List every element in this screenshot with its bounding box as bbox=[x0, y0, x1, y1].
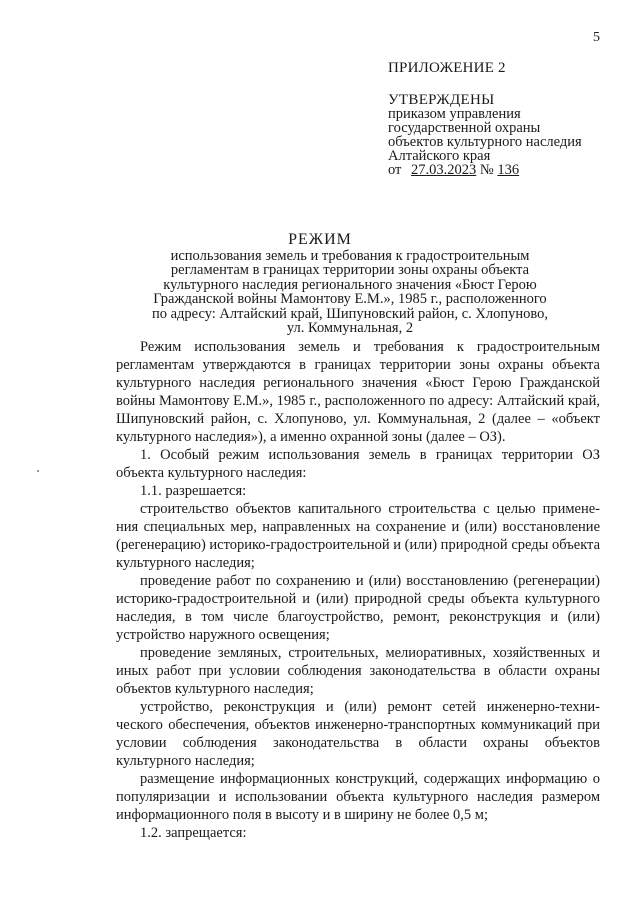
body-paragraph: 1.2. запрещается: bbox=[140, 825, 247, 841]
approval-line: приказом управления bbox=[388, 106, 521, 122]
subtitle-line: использования земель и требования к градостроительным bbox=[170, 248, 530, 264]
scan-speck bbox=[37, 470, 39, 472]
order-reference bbox=[388, 163, 582, 177]
subtitle-line: культурного наследия регионального значения «Бюст Герою bbox=[163, 276, 537, 293]
body-paragraph: размещение информационных конструкций, содержащих информацию о популяризации и использовании объекта культурного наследия размером информационного поля в высоту и в ширину не более 0,5 м; bbox=[116, 771, 600, 823]
subtitle-line: по адресу: Алтайский край, Шипуновский район, с. Хлопуново, bbox=[151, 305, 549, 322]
approval-heading: УТВЕРЖДЕНЫ bbox=[388, 92, 495, 108]
appendix-label: ПРИЛОЖЕНИЕ 2 bbox=[388, 60, 506, 76]
document-body bbox=[116, 338, 600, 842]
order-date: 27.03.2023 bbox=[411, 162, 477, 178]
subtitle-line: регламентам в границах территории зоны охраны объекта bbox=[170, 262, 530, 279]
approval-block bbox=[388, 93, 582, 177]
body-paragraph: 1. Особый режим использования земель в границах территории ОЗ объекта культурного наследия: bbox=[116, 447, 600, 481]
approval-line: государственной охраны bbox=[388, 120, 541, 136]
subtitle-line: Гражданской войны Мамонтову Е.М.», 1985 г., расположенного bbox=[153, 291, 547, 308]
order-prefix: от bbox=[388, 162, 406, 178]
document-subtitle bbox=[150, 249, 550, 335]
subtitle-line: ул. Коммунальная, 2 bbox=[286, 320, 414, 337]
document-title: РЕЖИМ bbox=[288, 231, 352, 248]
body-paragraph: Режим использования земель и требования к градостроительным регламентам утверждаются в границах территории зоны охраны объекта культурного наследия регионального значения «Бюст Герою Гражданской войны Мамонтову Е.М.», 1985 г., расположенного по адресу: Алтайский край, Шипуновский район, с. Хлопуново, ул. Коммунальная, 2 (далее – «объект культурного наследия»), а именно охранной зоны (далее – ОЗ). bbox=[116, 339, 600, 445]
body-paragraph: строительство объектов капитального строительства с целью примене-ния специальных мер, направленных на сохранение и (или) восстановление (регенерацию) историко-градостроительной и (или) природной среды объекта культурного наследия; bbox=[116, 501, 600, 571]
order-number: 136 bbox=[497, 162, 520, 178]
approval-line: Алтайского края bbox=[388, 148, 491, 164]
page-number: 5 bbox=[593, 30, 600, 45]
body-paragraph: проведение работ по сохранению и (или) восстановлению (регенерации) историко-градостроительной и (или) природной среды объекта культурного наследия, в том числе благоустройство, ремонт, реконструкция и (или) устройство наружного освещения; bbox=[116, 573, 600, 643]
body-paragraph: проведение земляных, строительных, мелиоративных, хозяйственных и иных работ при условии соблюдения законодательства в области охраны объектов культурного наследия; bbox=[116, 645, 600, 697]
order-number-sign: № bbox=[476, 162, 498, 178]
body-paragraph: устройство, реконструкция и (или) ремонт сетей инженерно-техни-ческого обеспечения, объектов инженерно-транспортных коммуникаций при условии соблюдения законодательства в области охраны объектов культурного наследия; bbox=[116, 699, 600, 769]
approval-line: объектов культурного наследия bbox=[388, 134, 582, 150]
body-paragraph: 1.1. разрешается: bbox=[140, 483, 247, 499]
